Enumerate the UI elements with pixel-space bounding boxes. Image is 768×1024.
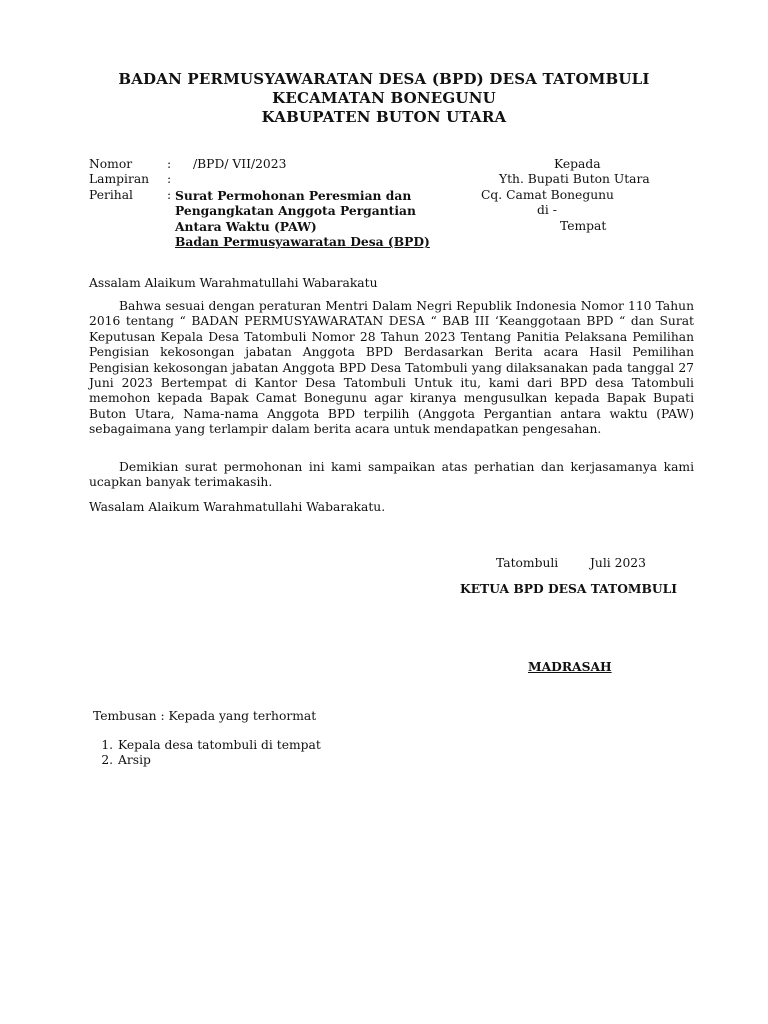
perihal-label: Perihal bbox=[89, 187, 133, 202]
header-line-1: BADAN PERMUSYAWARATAN DESA (BPD) DESA TATOMBULI bbox=[118, 70, 650, 88]
perihal-row bbox=[89, 188, 449, 250]
signature-name: MADRASAH bbox=[528, 659, 612, 674]
tembusan-item: 1. Kepala desa tatombuli di tempat bbox=[117, 738, 321, 753]
address-yth: Yth. Bupati Buton Utara bbox=[499, 172, 650, 187]
nomor-row bbox=[89, 157, 449, 172]
address-di: di - bbox=[537, 203, 557, 218]
perihal-value bbox=[175, 188, 449, 250]
letter-header bbox=[0, 70, 768, 127]
signature-place: Tatombuli bbox=[496, 556, 559, 570]
tembusan-item: 2. Arsip bbox=[117, 753, 321, 768]
address-cq: Cq. Camat Bonegunu bbox=[481, 187, 614, 202]
tembusan-label: Tembusan : Kepada yang terhormat bbox=[93, 709, 317, 723]
paragraph-main: Bahwa sesuai dengan peraturan Mentri Dalam Negri Republik Indonesia Nomor 110 Tahun 2016 tentang “ BADAN PERMUSYAWARATAN DESA “ BAB III ‘Keanggotaan BPD “ dan Surat Keputusan Kepala Desa Tatombuli Nomor 28 Tahun 2023 Tentang Panitia Pelaksana Pemilihan Pengisian kekosongan jabatan Anggota BPD Berdasarkan Berita acara Hasil Pemilihan Pengisian kekosongan jabatan Anggota BPD Desa Tatombuli yang dilaksanakan pada tanggal 27 Juni 2023 Bertempat di Kantor Desa Tatombuli Untuk itu, kami dari BPD desa Tatombuli memohon kepada Bapak Camat Bonegunu agar kiranya mengusulkan kepada Bapak Bupati Buton Utara, Nama-nama Anggota BPD terpilih (Anggota Pergantian antara waktu (PAW) sebagaimana yang terlampir dalam berita acara untuk mendapatkan pengesahan. bbox=[89, 299, 694, 437]
nomor-label: Nomor bbox=[89, 157, 133, 171]
paragraph-closing: Demikian surat permohonan ini kami sampaikan atas perhatian dan kerjasamanya kami ucapkan banyak terimakasih. bbox=[89, 460, 694, 490]
recipient-address bbox=[470, 157, 700, 234]
address-tempat: Tempat bbox=[560, 218, 607, 233]
perihal-line-2: Pengangkatan Anggota Pergantian bbox=[175, 203, 416, 219]
lampiran-value bbox=[175, 172, 449, 187]
signature-date: Juli 2023 bbox=[590, 556, 646, 570]
nomor-separator: : bbox=[167, 157, 172, 171]
lampiran-label: Lampiran bbox=[89, 172, 150, 187]
perihal-line-3: Antara Waktu (PAW) bbox=[175, 218, 317, 234]
address-kepada: Kepada bbox=[554, 157, 601, 171]
perihal-line-1: Surat Permohonan Peresmian dan bbox=[175, 187, 412, 203]
nomor-value: /BPD/ VII/2023 bbox=[193, 157, 287, 171]
letter-meta bbox=[89, 157, 449, 249]
header-line-3: KABUPATEN BUTON UTARA bbox=[261, 108, 507, 126]
tembusan-list bbox=[100, 738, 321, 769]
lampiran-row bbox=[89, 172, 449, 187]
perihal-separator: : bbox=[167, 187, 172, 202]
header-line-2: KECAMATAN BONEGUNU bbox=[272, 89, 496, 107]
closing-salutation: Wasalam Alaikum Warahmatullahi Wabarakatu. bbox=[89, 500, 386, 514]
lampiran-separator: : bbox=[167, 172, 172, 187]
signature-title: KETUA BPD DESA TATOMBULI bbox=[460, 581, 678, 596]
greeting: Assalam Alaikum Warahmatullahi Wabarakatu bbox=[89, 276, 378, 290]
perihal-line-4: Badan Permusyawaratan Desa (BPD) bbox=[175, 234, 430, 250]
